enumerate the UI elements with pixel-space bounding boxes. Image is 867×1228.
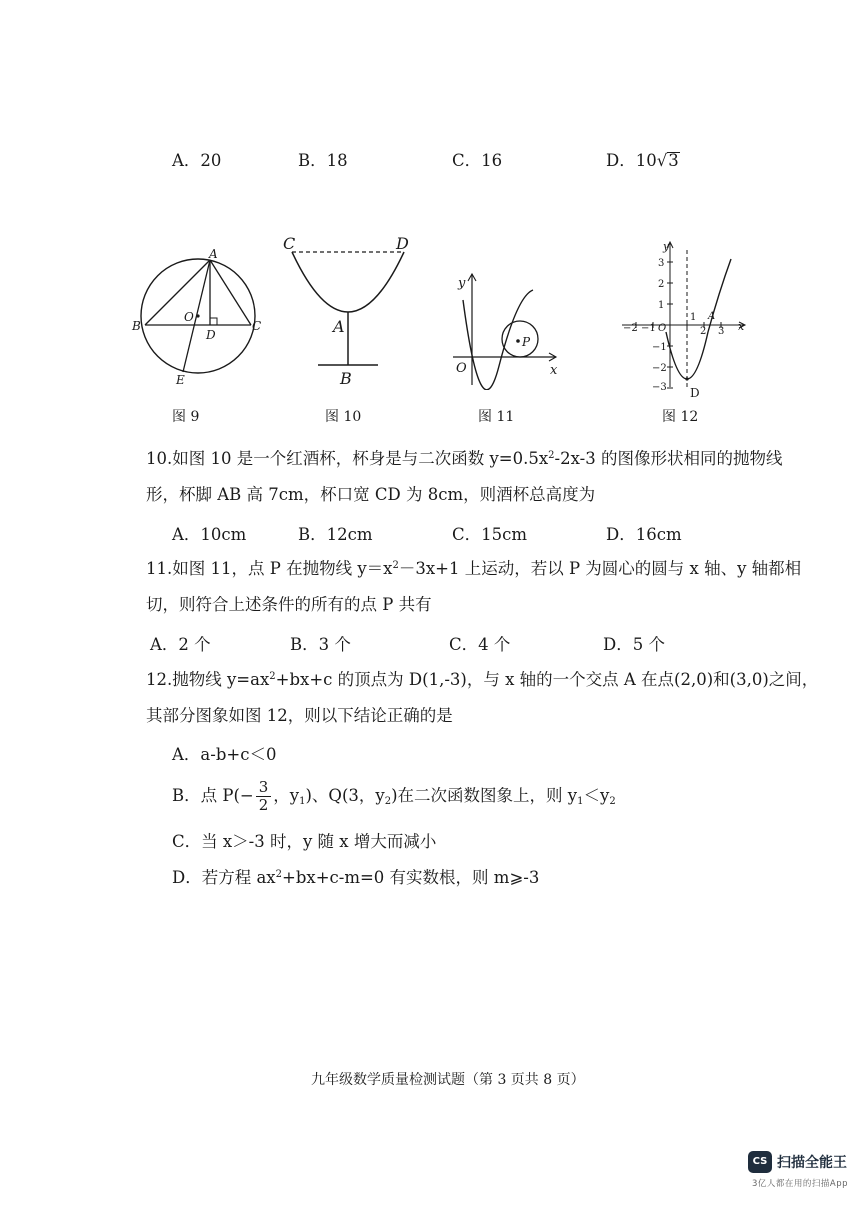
fig12-caption: 图 12 <box>662 409 699 425</box>
fig11-label-p: P <box>522 335 531 349</box>
fig9-caption: 图 9 <box>172 409 200 425</box>
fig9-label-d: D <box>206 328 216 342</box>
fig11-caption: 图 11 <box>478 409 515 425</box>
fig11-label-x: x <box>550 363 558 378</box>
q11-option-d: D．5 个 <box>603 635 665 654</box>
figure-10 <box>280 228 420 390</box>
fig10-label-b: B <box>340 369 352 388</box>
q9-option-b: B．18 <box>298 151 348 170</box>
q9-option-a: A．20 <box>172 151 222 170</box>
fig12-label-a: A <box>708 311 716 322</box>
q10-option-d: D．16cm <box>606 525 682 544</box>
q12-option-d: D．若方程 $ax^2+bx+c-m=0$ 有实数根，则 m⩾-3 <box>172 868 540 887</box>
fig12-label-o: O <box>658 323 667 334</box>
fig9-label-o: O <box>184 310 194 324</box>
q12-stem-line2: 其部分图象如图 12，则以下结论正确的是 <box>146 706 453 725</box>
fig10-caption: 图 10 <box>325 409 362 425</box>
fig12-xtick: 3 <box>718 326 725 337</box>
fig12-xtick: −2 <box>623 323 638 334</box>
fig12-xtick: 2 <box>700 326 707 337</box>
fig10-label-a: A <box>333 317 345 336</box>
q10-option-b: B．12cm <box>298 525 373 544</box>
fraction: $\frac{3}{2}$ <box>256 779 272 814</box>
q10-stem-line2: 形，杯脚 AB 高 7cm，杯口宽 CD 为 8cm，则酒杯总高度为 <box>146 485 596 504</box>
fig9-label-a: A <box>209 247 218 261</box>
scanner-app-name: 扫描全能王 <box>777 1155 847 1171</box>
figure-11 <box>440 262 570 390</box>
fig10-label-d: D <box>396 234 409 253</box>
fig12-xtick: 1 <box>690 312 697 323</box>
fig12-ytick: 1 <box>658 300 665 311</box>
page-footer: 九年级数学质量检测试题（第 3 页共 8 页） <box>311 1072 585 1088</box>
q12-option-b: B．点 P(− $\frac{3}{2}$ ，$y_1$)、Q(3，$y_2$)在二次函数图象上，则 $y_1<y_2$ <box>172 778 616 814</box>
scanner-tagline: 3亿人都在用的扫描App <box>752 1179 849 1189</box>
fig12-ytick: 2 <box>658 279 665 290</box>
fig12-label-d: D <box>690 386 700 400</box>
fig11-label-o: O <box>456 361 467 376</box>
fig12-ytick: −3 <box>652 382 667 393</box>
figure-12 <box>615 236 750 401</box>
q11-option-a: A．2 个 <box>150 635 211 654</box>
fig12-ytick: −2 <box>652 363 667 374</box>
fig12-ytick: 3 <box>658 258 665 269</box>
fig9-label-c: C <box>252 319 262 333</box>
fig12-xtick: −1 <box>641 323 656 334</box>
q10-option-c: C．15cm <box>452 525 528 544</box>
q11-stem-line1: 11.如图 11，点 P 在抛物线 $y=x^2-3x+1$ 上运动，若以 P 为圆心的圆与 x 轴、y 轴都相 <box>146 559 802 578</box>
q10-option-a: A．10cm <box>172 525 247 544</box>
q10-stem-line1: 10.如图 10 是一个红酒杯，杯身是与二次函数 $y=0.5x^2-2x-3$ 的图像形状相同的抛物线 <box>146 449 783 468</box>
fig12-ytick: −1 <box>652 342 667 353</box>
q12-stem-line1: 12.抛物线 $y=ax^2+bx+c$ 的顶点为 D(1,-3)，与 x 轴的一个交点 A 在点(2,0)和(3,0)之间， <box>146 670 819 689</box>
fig9-label-b: B <box>132 319 141 333</box>
figure-9 <box>125 240 275 390</box>
fig12-label-y: y <box>663 240 670 253</box>
q11-option-c: C．4 个 <box>449 635 511 654</box>
q11-option-b: B．3 个 <box>290 635 351 654</box>
q9-option-d: D．10√3 <box>606 151 679 170</box>
q9-option-c: C．16 <box>452 151 503 170</box>
scanner-logo: CS <box>748 1151 772 1173</box>
fig12-label-x: x <box>738 320 745 333</box>
fig10-label-c: C <box>283 234 296 253</box>
q12-option-a: A．a-b+c＜0 <box>172 745 277 764</box>
q11-stem-line2: 切，则符合上述条件的所有的点 P 共有 <box>146 595 432 614</box>
q12-option-c: C．当 x＞-3 时，y 随 x 增大而减小 <box>172 832 437 851</box>
fig11-label-y: y <box>458 276 466 291</box>
fig9-label-e: E <box>176 373 185 387</box>
